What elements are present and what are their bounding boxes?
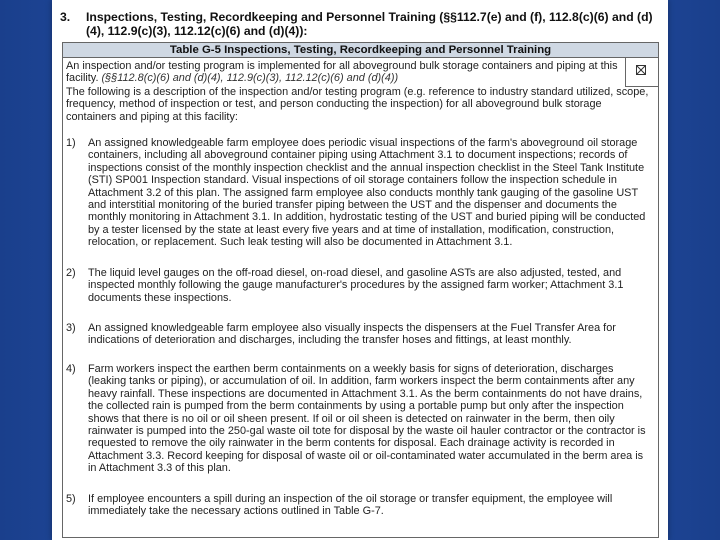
checkbox-check-icon [637,66,645,74]
program-description: The following is a description of the inspection and/or testing program (e.g. reference to industry standard utilized, scope, frequency, method of inspection or test, and person conducting the inspection) for all aboveground bulk storage containers and piping at this facility: [66,86,649,123]
table-g5 [62,42,659,538]
item-text: Farm workers inspect the earthen berm containments on a weekly basis for signs of deterioration, discharges (leaking tanks or piping), or accumulation of oil. In addition, farm workers inspect the berm containments after any heavy rainfall. These inspections are documented in Attachment 3.1. As the berm containments do not have drains, the collected rain is pumped from the berm containments by using a portable pump but only after the inspection shows that there is no oil or oil sheen present. If oil or oil sheen is detected on rainwater in the berm, then oily rainwater is pumped into the 250-gal waste oil tote for disposal by the waste oil hauler contractor or the contractor is requested to remove the oily rainwater in the berm contents for disposal. Each drainage activity is recorded in Attachment 3.3. Record keeping for disposal of waste oil or oil-contaminated water accumulated in the berm area is in Attachment 3.3 of this plan. [88,363,646,475]
item-number: 1) [66,137,76,149]
item-number: 4) [66,363,76,375]
list-item [66,267,654,304]
intro-row [63,58,658,86]
item-text: An assigned knowledgeable farm employee does periodic visual inspections of the farm's aboveground oil storage containers, including all aboveground container piping using Attachment 3.1 to document inspections; records of inspections consist of the monthly inspection checklist and the annual inspection checklist in the Steel Tank Institute (STI) SP001 Inspection standard. Visual inspections of oil storage containers follow the inspection schedule in Attachment 3.2 of this plan. The assigned farm employee also conducts monthly tank gauging of the gasoline UST and interstitial monitoring of the buried transfer piping between the UST and the dispenser and documents the monthly monitoring in Attachment 3.1. In addition, hydrostatic testing of the UST and buried piping will be conducted by a tester licensed by the state at least every five years and at time of installation, modification, construction, relocation, or replacement. Such leak testing will also be documented in Attachment 3.1. [88,137,646,249]
checkbox-cell [625,58,658,87]
item-text: An assigned knowledgeable farm employee also visually inspects the dispensers at the Fuel Transfer Area for indications of deterioration and discharges, including the transfer hoses and fittings, at least monthly. [88,322,616,347]
item-number: 5) [66,493,76,505]
list-item [66,137,654,249]
intro-checkbox[interactable] [636,65,646,75]
section-number: 3. [60,10,71,24]
item-text: If employee encounters a spill during an inspection of the oil storage or transfer equipment, the employee will immediately take the necessary actions outlined in Table G-7. [88,493,613,518]
item-text: The liquid level gauges on the off-road diesel, on-road diesel, and gasoline ASTs are also adjusted, tested, and inspected monthly following the gauge manufacturer's procedures by the assigned farm worker; Attachment 3.1 documents these inspections. [88,267,624,304]
list-item [66,363,654,475]
document-page [52,0,668,540]
intro-text: An inspection and/or testing program is implemented for all aboveground bulk storage containers and piping at this facility. [66,60,618,85]
list-item [66,322,654,347]
intro-citation: (§§112.8(c)(6) and (d)(4), 112.9(c)(3), 112.12(c)(6) and (d)(4)) [101,72,399,85]
item-number: 3) [66,322,76,334]
item-number: 2) [66,267,76,279]
section-heading [60,10,660,38]
section-title: Inspections, Testing, Recordkeeping and Personnel Training (§§112.7(e) and (f), 112.8(c)(6) and (d)(4), 112.9(c)(3), 112.12(c)(6) and (d)(4)): [86,10,653,38]
table-title: Table G-5 Inspections, Testing, Recordkeeping and Personnel Training [63,43,658,58]
list-item [66,493,654,518]
